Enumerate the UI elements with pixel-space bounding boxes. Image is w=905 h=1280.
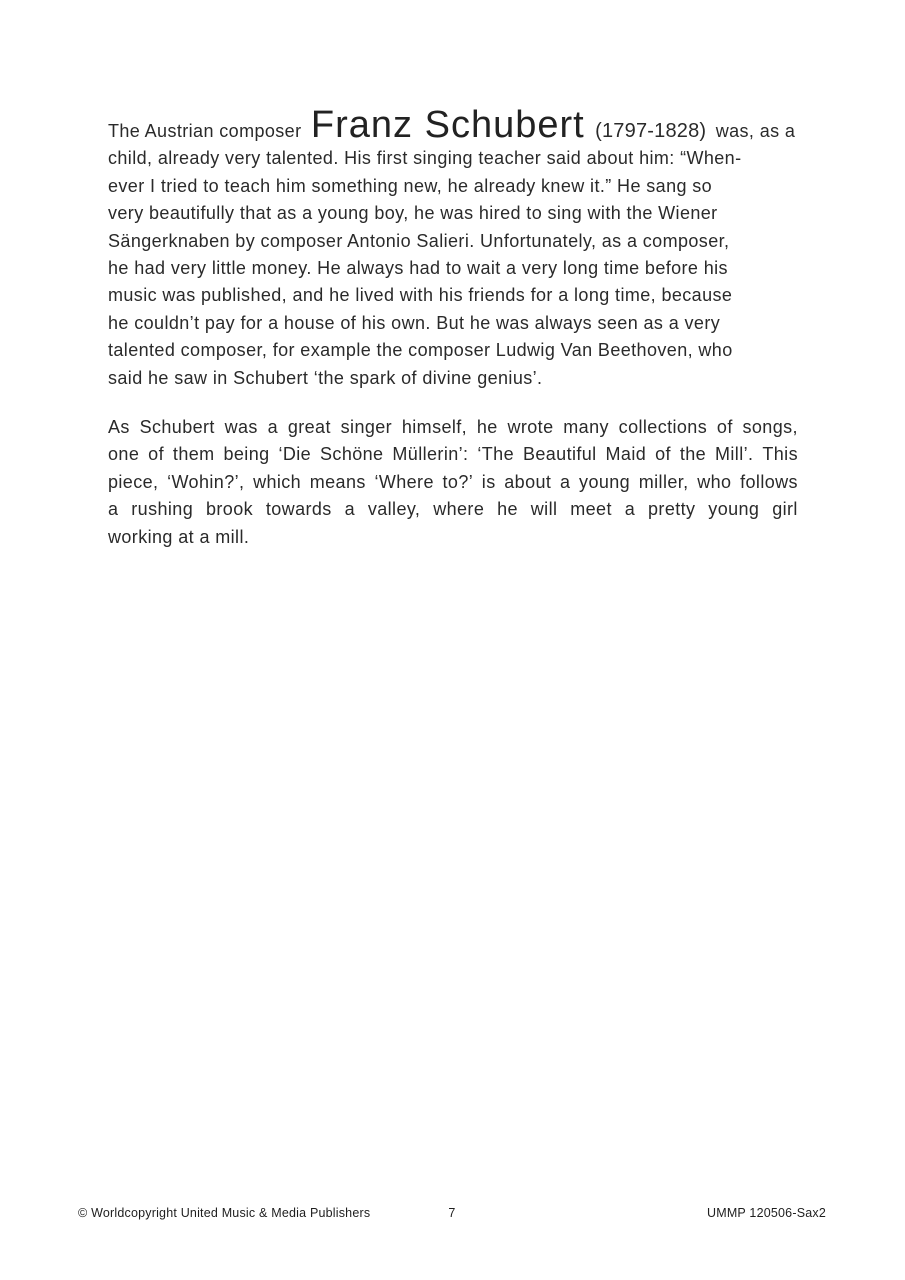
- paragraph-song-description: [108, 414, 798, 551]
- text-line: very beautifully that as a young boy, he was hired to sing with the Wiener: [108, 203, 718, 224]
- intro-prefix-text: The Austrian composer: [108, 121, 302, 141]
- composer-name-heading: Franz Schubert: [310, 104, 585, 146]
- catalog-code: UMMP 120506-Sax2: [706, 1206, 826, 1220]
- intro-suffix-text: was, as a: [715, 121, 796, 141]
- text-line: he couldn’t pay for a house of his own. But he was always seen as a very: [108, 312, 721, 333]
- text-line: he had very little money. He always had to wait a very long time before his: [108, 257, 728, 278]
- page-footer: [78, 1206, 826, 1222]
- text-line: talented composer, for example the composer Ludwig Van Beethoven, who: [108, 340, 733, 361]
- page-number: 7: [448, 1206, 456, 1220]
- text-line: piece, ‘Wohin?’, which means ‘Where to?’ is about a young miller, who follows: [108, 471, 798, 492]
- text-line: a rushing brook towards a valley, where he will meet a pretty young girl: [108, 499, 798, 520]
- text-line: said he saw in Schubert ‘the spark of divine genius’.: [108, 367, 543, 388]
- paragraph-intro: [108, 104, 798, 392]
- text-line: ever I tried to teach him something new, he already knew it.” He sang so: [108, 175, 713, 196]
- copyright-notice: © Worldcopyright United Music & Media Publishers: [78, 1206, 371, 1220]
- text-line: child, already very talented. His first singing teacher said about him: “When-: [108, 148, 742, 169]
- text-line: one of them being ‘Die Schöne Müllerin’: ‘The Beautiful Maid of the Mill’. This: [108, 444, 798, 465]
- composer-life-dates: (1797-1828): [595, 120, 707, 142]
- text-line: Sängerknaben by composer Antonio Salieri. Unfortunately, as a composer,: [108, 230, 730, 251]
- text-line: music was published, and he lived with his friends for a long time, because: [108, 285, 733, 306]
- text-line: working at a mill.: [108, 526, 250, 547]
- text-line: As Schubert was a great singer himself, he wrote many collections of songs,: [108, 417, 798, 437]
- intro-line: [108, 104, 798, 146]
